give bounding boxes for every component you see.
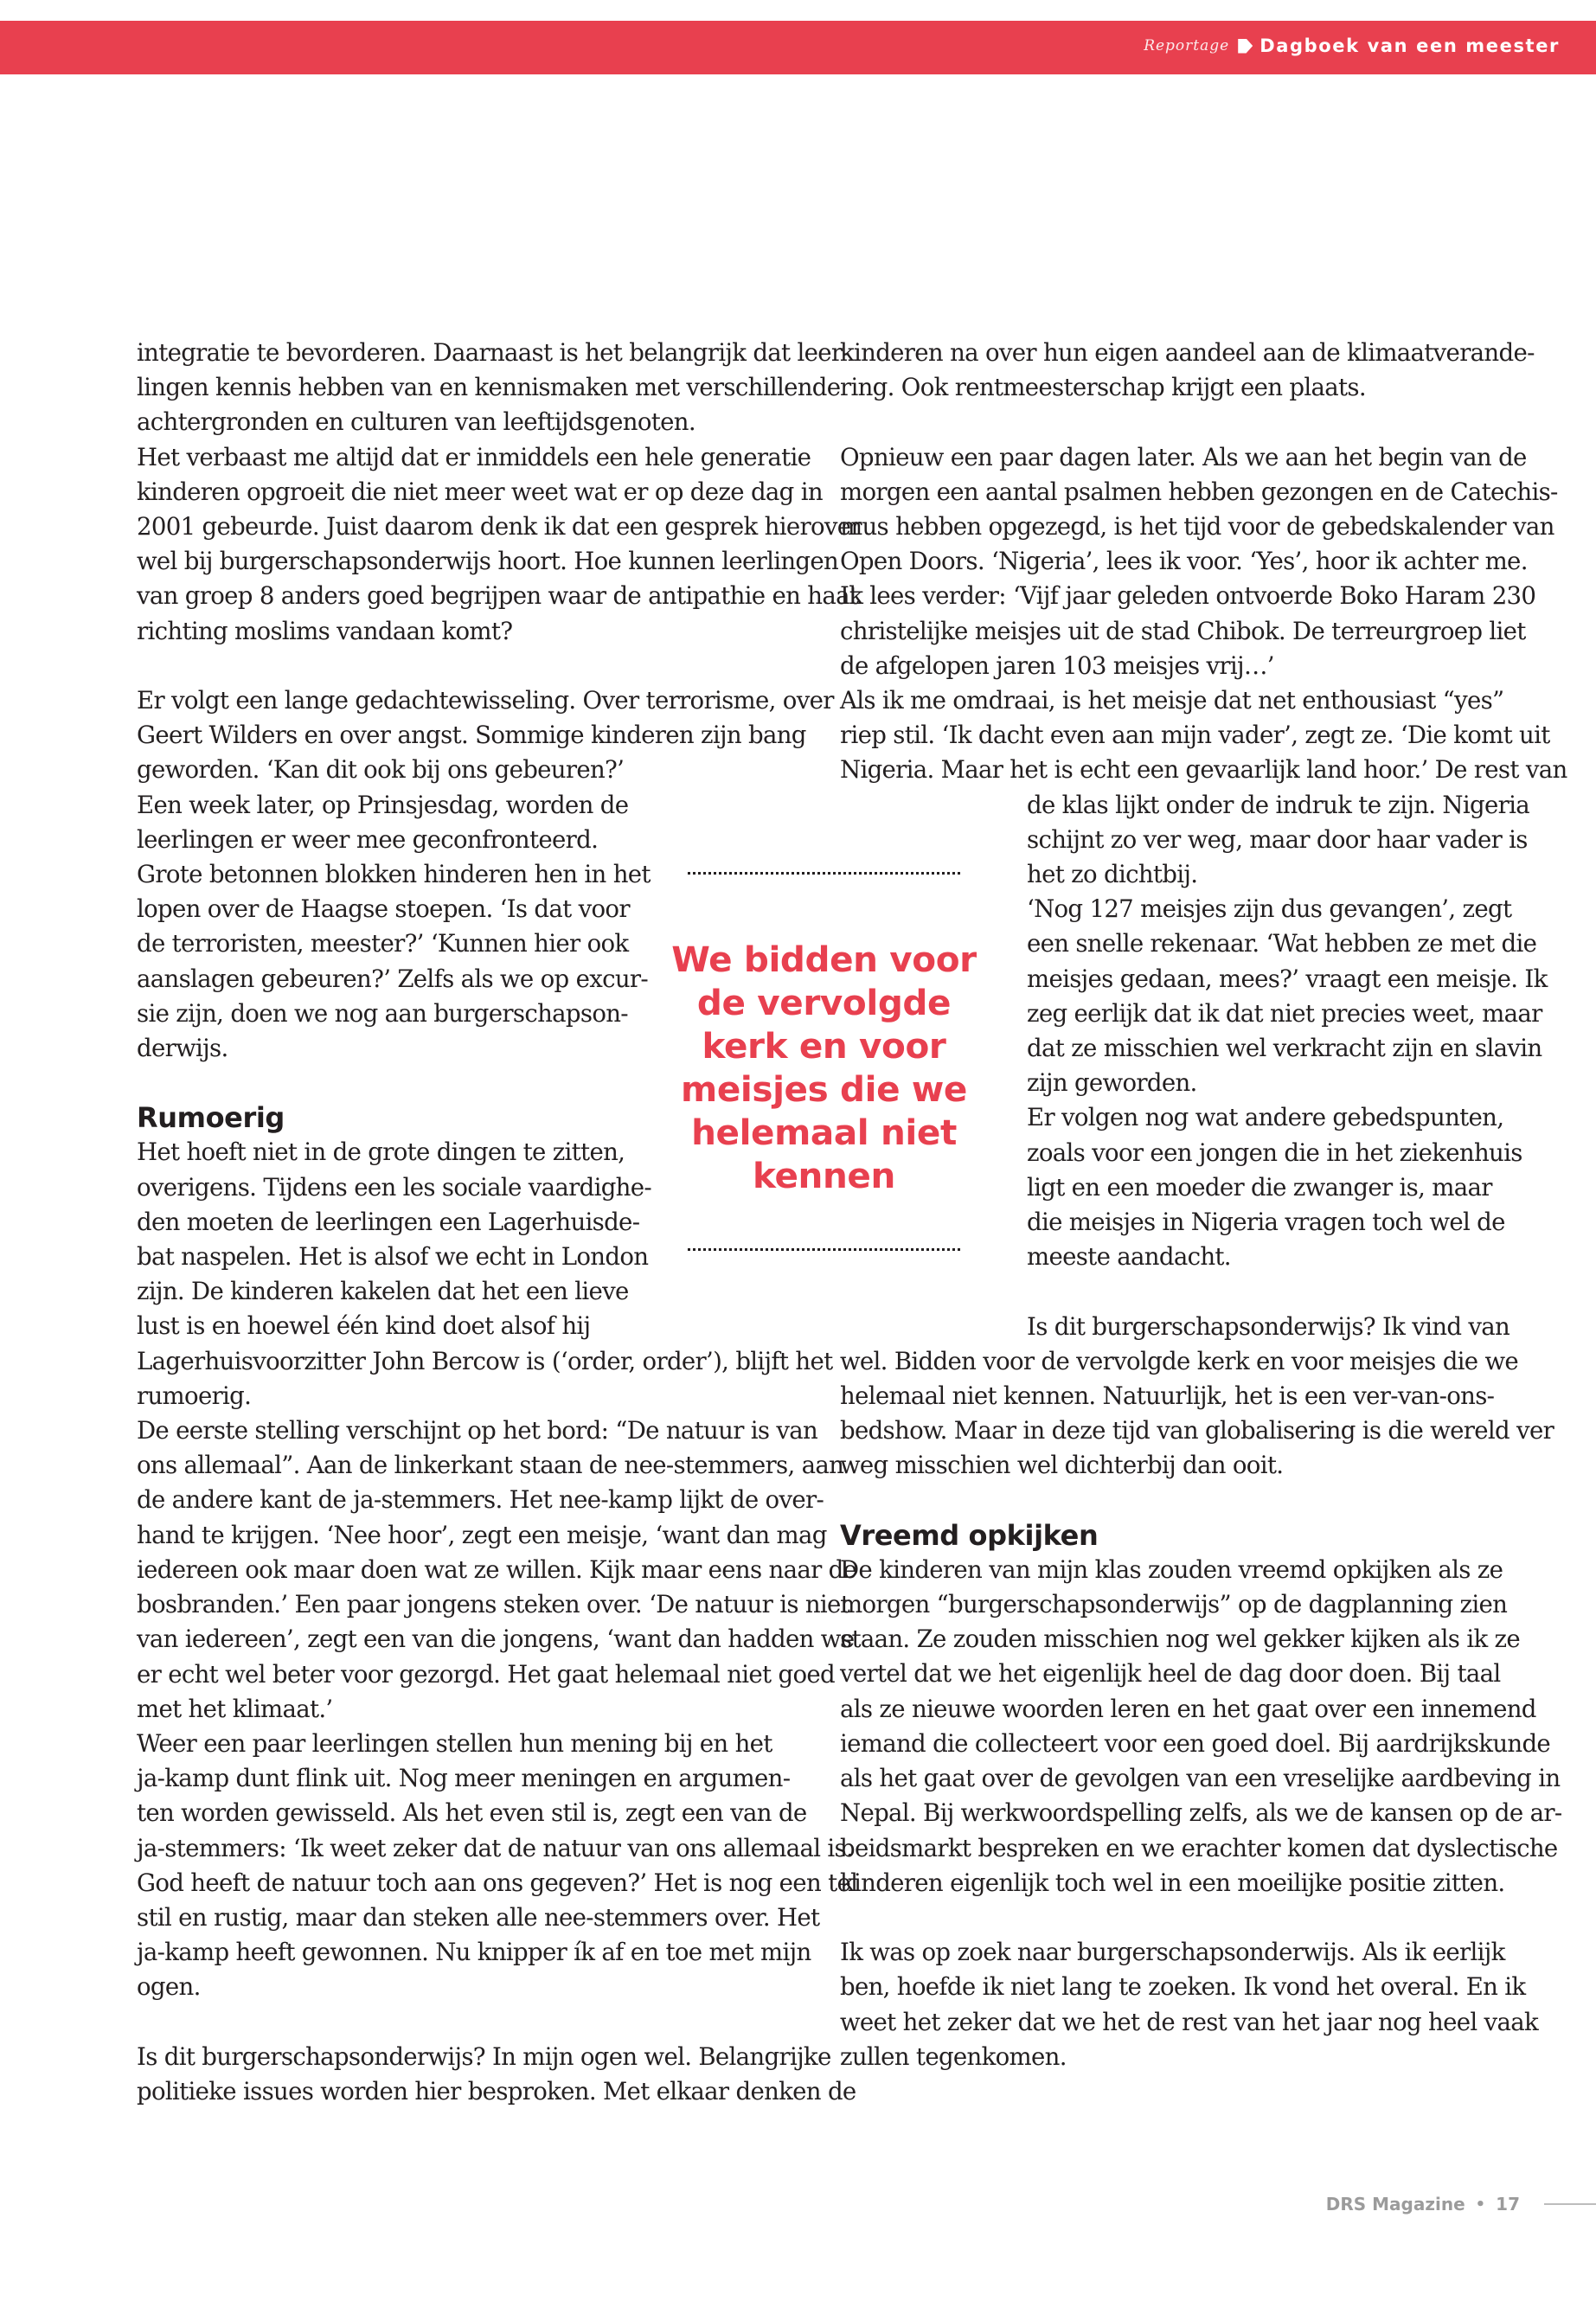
pull-quote-line: de vervolgde <box>696 982 952 1023</box>
paragraph <box>137 1135 862 2004</box>
paragraph <box>840 440 1567 788</box>
text-line: morgen een aantal psalmen hebben gezongen en de Catechis- <box>840 477 1558 506</box>
pull-quote-line: kennen <box>753 1155 895 1196</box>
text-line: ten worden gewisseld. Als het even stil is, zegt een van de <box>137 1798 807 1828</box>
paragraph-indented <box>840 788 1567 1275</box>
text-line: Opnieuw een paar dagen later. Als we aan het begin van de <box>840 442 1527 471</box>
text-line: weet het zeker dat we het de rest van het jaar nog heel vaak <box>840 2007 1538 2036</box>
footer-rule <box>1544 2203 1596 2205</box>
article-column-right <box>840 336 1567 2074</box>
text-line: christelijke meisjes uit de stad Chibok. De terreurgroep liet <box>840 616 1526 645</box>
text-line: Er volgt een lange gedachtewisseling. Over terrorisme, over <box>137 686 834 715</box>
text-line: als het gaat over de gevolgen van een vreselijke aardbeving in <box>840 1764 1561 1793</box>
text-line: kinderen opgroeit die niet meer weet wat er op deze dag in <box>137 477 823 506</box>
text-line: ‘Nog 127 meisjes zijn dus gevangen’, zegt <box>1027 894 1512 924</box>
text-line: bosbranden.’ Een paar jongens steken over. ‘De natuur is niet <box>137 1590 850 1619</box>
page-number: 17 <box>1496 2194 1520 2214</box>
text-line: geworden. ‘Kan dit ook bij ons gebeuren?’ <box>137 755 625 785</box>
text-line: Het verbaast me altijd dat er inmiddels een hele generatie <box>137 442 811 471</box>
paragraph <box>840 1553 1567 1900</box>
text-line: mus hebben opgezegd, is het tijd voor de gebedskalender van <box>840 512 1554 541</box>
text-line: Is dit burgerschapsonderwijs? In mijn ogen wel. Belangrijke <box>137 2041 831 2071</box>
text-line: er echt wel beter voor gezorgd. Het gaat helemaal niet goed <box>137 1659 835 1689</box>
text-line: de klas lijkt onder de indruk te zijn. Nigeria <box>1027 790 1529 819</box>
text-line: van iedereen’, zegt een van die jongens, ‘want dan hadden we <box>137 1625 855 1654</box>
page-footer <box>1326 2191 1596 2217</box>
text-line: iemand die collecteert voor een goed doel. Bij aardrijkskunde <box>840 1728 1551 1758</box>
text-line: als ze nieuwe woorden leren en het gaat over een innemend <box>840 1694 1536 1723</box>
text-line: lopen over de Haagse stoepen. ‘Is dat voor <box>137 894 630 924</box>
text-line: sie zijn, doen we nog aan burgerschapson- <box>137 998 628 1028</box>
paragraph <box>137 2040 862 2109</box>
text-line: aanslagen gebeuren?’ Zelfs als we op excur- <box>137 964 649 993</box>
text-line: staan. Ze zouden misschien nog wel gekker kijken als ik ze <box>840 1625 1521 1654</box>
text-line: zullen tegenkomen. <box>840 2041 1067 2071</box>
text-line: de andere kant de ja-stemmers. Het nee-kamp lijkt de over- <box>137 1485 824 1515</box>
text-line: stil en rustig, maar dan steken alle nee-stemmers over. Het <box>137 1902 820 1932</box>
text-line: integratie te bevorderen. Daarnaast is het belangrijk dat leer- <box>137 338 850 367</box>
text-line: lingen kennis hebben van en kennismaken met verschillende <box>137 373 841 402</box>
text-line: Nepal. Bij werkwoordspelling zelfs, als we de kansen op de ar- <box>840 1798 1562 1828</box>
arrow-right-icon <box>1238 39 1253 54</box>
paragraph <box>137 336 862 649</box>
text-line: Er volgen nog wat andere gebedspunten, <box>1027 1103 1504 1132</box>
section-heading-vreemd-opkijken: Vreemd opkijken <box>840 1518 1099 1552</box>
text-line: ja-kamp heeft gewonnen. Nu knipper ík af en toe met mijn <box>137 1938 811 1967</box>
magazine-name: DRS Magazine <box>1325 2194 1465 2214</box>
text-line: De kinderen van mijn klas zouden vreemd opkijken als ze <box>840 1554 1503 1584</box>
text-line: wel bij burgerschapsonderwijs hoort. Hoe kunnen leerlingen <box>137 547 839 576</box>
text-line: met het klimaat.’ <box>137 1694 333 1723</box>
text-line: Nigeria. Maar het is echt een gevaarlijk land hoor.’ De rest van <box>840 755 1567 785</box>
series-title: Dagboek van een meester <box>1259 35 1560 56</box>
text-line: Als ik me omdraai, is het meisje dat net enthousiast “yes” <box>840 686 1504 715</box>
text-line: De eerste stelling verschijnt op het bord: “De natuur is van <box>137 1416 818 1445</box>
text-line: schijnt zo ver weg, maar door haar vader is <box>1027 824 1528 854</box>
text-line: ring. Ook rentmeesterschap krijgt een plaats. <box>840 373 1366 402</box>
pull-quote-line: helemaal niet <box>691 1112 957 1153</box>
text-line: ligt en een moeder die zwanger is, maar <box>1027 1172 1492 1202</box>
text-line: politieke issues worden hier besproken. Met elkaar denken de <box>137 2076 856 2106</box>
text-line: overigens. Tijdens een les sociale vaardighe- <box>137 1172 651 1202</box>
text-line: een snelle rekenaar. ‘Wat hebben ze met die <box>1027 929 1537 958</box>
text-line: wel. Bidden voor de vervolgde kerk en voor meisjes die we <box>840 1346 1519 1375</box>
text-line: Open Doors. ‘Nigeria’, lees ik voor. ‘Yes’, hoor ik achter me. <box>840 547 1528 576</box>
text-line: zoals voor een jongen die in het ziekenhuis <box>1027 1138 1522 1167</box>
header-bar <box>0 21 1596 74</box>
text-line: ben, hoefde ik niet lang te zoeken. Ik vond het overal. En ik <box>840 1972 1526 2002</box>
text-line: ja-stemmers: ‘Ik weet zeker dat de natuur van ons allemaal is. <box>137 1833 854 1862</box>
text-line: ogen. <box>137 1972 201 2002</box>
text-line: derwijs. <box>137 1034 228 1063</box>
text-line: zeg eerlijk dat ik dat niet precies weet, maar <box>1027 998 1542 1028</box>
text-line: ons allemaal”. Aan de linkerkant staan de nee-stemmers, aan <box>137 1451 844 1480</box>
text-line: Een week later, op Prinsjesdag, worden de <box>137 790 629 819</box>
paragraph <box>840 1344 1567 1484</box>
paragraph-line: Is dit burgerschapsonderwijs? Ik vind van <box>1027 1311 1510 1341</box>
paragraph <box>840 336 1567 405</box>
text-line: Grote betonnen blokken hinderen hen in het <box>137 860 651 889</box>
text-line: Weer een paar leerlingen stellen hun mening bij en het <box>137 1728 772 1758</box>
separator-dot: • <box>1475 2195 1486 2214</box>
text-line: leerlingen er weer mee geconfronteerd. <box>137 824 599 854</box>
section-label: Reportage <box>1144 37 1230 54</box>
text-line: hand te krijgen. ‘Nee hoor’, zegt een meisje, ‘want dan mag <box>137 1520 827 1549</box>
text-line: ja-kamp dunt flink uit. Nog meer meningen en argumen- <box>137 1764 791 1793</box>
text-line: richting moslims vandaan komt? <box>137 616 513 645</box>
text-line: beidsmarkt bespreken en we erachter komen dat dyslectische <box>840 1833 1558 1862</box>
text-line: bat naspelen. Het is alsof we echt in London <box>137 1242 649 1272</box>
text-line: Ik lees verder: ‘Vijf jaar geleden ontvoerde Boko Haram 230 <box>840 581 1536 611</box>
text-line: achtergronden en culturen van leeftijdsgenoten. <box>137 407 695 437</box>
text-line: meisjes gedaan, mees?’ vraagt een meisje. Ik <box>1027 964 1548 993</box>
text-line: kinderen na over hun eigen aandeel aan de klimaatverande- <box>840 338 1535 367</box>
text-line: Lagerhuisvoorzitter John Bercow is (‘order, order’), blijft het <box>137 1346 833 1375</box>
text-line: de terroristen, meester?’ ‘Kunnen hier ook <box>137 929 629 958</box>
text-line: die meisjes in Nigeria vragen toch wel de <box>1027 1208 1505 1237</box>
text-line: rumoerig. <box>137 1381 252 1410</box>
text-line: riep stil. ‘Ik dacht even aan mijn vader’, zegt ze. ‘Die komt uit <box>840 721 1550 750</box>
section-heading-rumoerig: Rumoerig <box>137 1101 285 1135</box>
text-line: kinderen eigenlijk toch wel in een moeilijke positie zitten. <box>840 1868 1505 1897</box>
header-breadcrumb <box>1144 35 1560 56</box>
text-line: den moeten de leerlingen een Lagerhuisde- <box>137 1207 640 1236</box>
text-line: helemaal niet kennen. Natuurlijk, het is een ver-van-ons- <box>840 1381 1495 1411</box>
paragraph <box>840 1935 1567 2074</box>
text-line: van groep 8 anders goed begrijpen waar de antipathie en haat <box>137 581 859 611</box>
pull-quote-line: kerk en voor <box>702 1025 946 1067</box>
text-line: de afgelopen jaren 103 meisjes vrij…’ <box>840 651 1274 680</box>
text-line: morgen “burgerschapsonderwijs” op de dagplanning zien <box>840 1590 1508 1619</box>
text-line: zijn geworden. <box>1027 1068 1197 1098</box>
text-line: het zo dichtbij. <box>1027 860 1198 889</box>
text-line: lust is en hoewel één kind doet alsof hij <box>137 1311 591 1341</box>
pull-quote-line: We bidden voor <box>671 939 977 980</box>
text-line: zijn. De kinderen kakelen dat het een lieve <box>137 1277 629 1306</box>
text-line: dat ze misschien wel verkracht zijn en slavin <box>1027 1034 1542 1063</box>
pull-quote-line: meisjes die we <box>681 1068 967 1110</box>
text-line: iedereen ook maar doen wat ze willen. Kijk maar eens naar de <box>137 1554 857 1584</box>
text-line: vertel dat we het eigenlijk heel de dag door doen. Bij taal <box>840 1659 1501 1689</box>
text-line: 2001 gebeurde. Juist daarom denk ik dat een gesprek hierover <box>137 512 862 542</box>
text-line: weg misschien wel dichterbij dan ooit. <box>840 1451 1284 1480</box>
text-line: Ik was op zoek naar burgerschapsonderwijs. Als ik eerlijk <box>840 1938 1505 1967</box>
text-line: Het hoeft niet in de grote dingen te zitten, <box>137 1138 625 1167</box>
text-line: meeste aandacht. <box>1027 1242 1231 1272</box>
text-line: bedshow. Maar in deze tijd van globalisering is die wereld ver <box>840 1416 1554 1445</box>
text-line: Geert Wilders en over angst. Sommige kinderen zijn bang <box>137 721 806 750</box>
text-line: God heeft de natuur toch aan ons gegeven?’ Het is nog een tel <box>137 1868 858 1897</box>
